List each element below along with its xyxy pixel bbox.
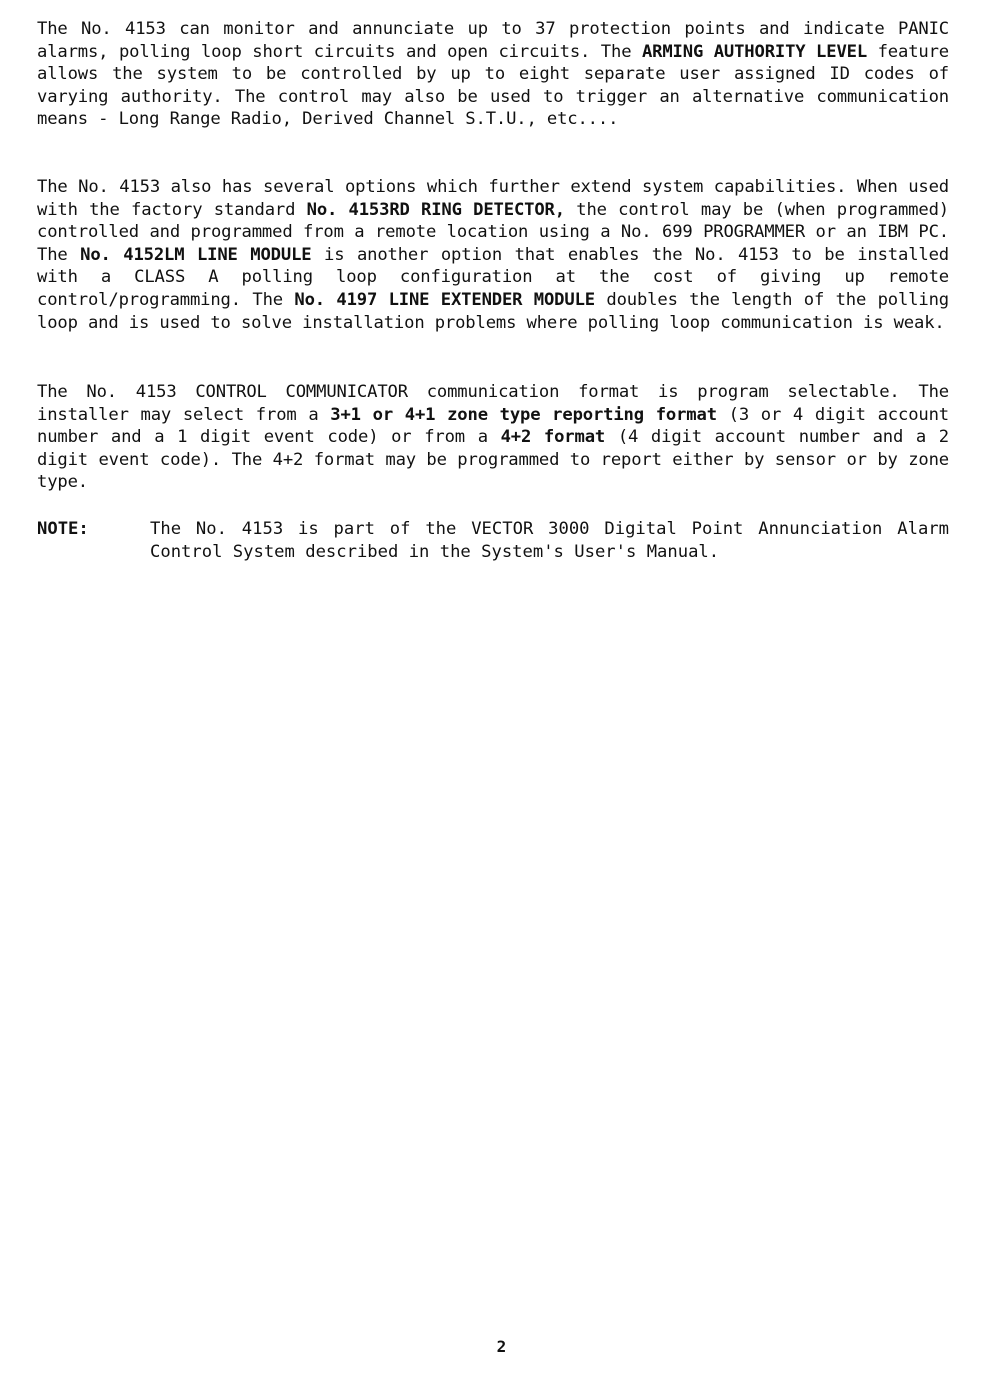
text-segment: (4 digit account number and a 2 digit event code). The 4+2 format may be programmed to report either by sensor or by zone type.: [37, 427, 950, 493]
bold-term-line-module: No. 4152LM LINE MODULE: [80, 244, 312, 265]
note-label: NOTE:: [37, 519, 89, 539]
bold-term-4-2-format: 4+2 format: [500, 427, 606, 448]
paragraph-overview: [37, 18, 949, 131]
text-segment: is another option that enables the No. 4153 to be installed with a CLASS A polling loop configuration at the cost of giving up remote control/programming. The: [37, 244, 949, 310]
note-text: The No. 4153 is part of the VECTOR 3000 Digital Point Annunciation Alarm Control System described in the System's User's Manual.: [150, 519, 949, 562]
page-number: 2: [496, 1337, 507, 1356]
text-segment: The No. 4153 CONTROL COMMUNICATOR communication format is program selectable. The installer may select from a: [37, 382, 949, 425]
paragraph-communication-format: [37, 381, 949, 494]
text-segment: The No. 4153 can monitor and annunciate up to 37 protection points and indicate PANIC alarms, polling loop short circuits and open circuits. The: [37, 19, 949, 62]
bold-term-line-extender-module: No. 4197 LINE EXTENDER MODULE: [294, 289, 595, 310]
bold-term-reporting-format: 3+1 or 4+1 zone type reporting format: [330, 404, 717, 425]
text-segment: The No. 4153 also has several options which further extend system capabilities. When used with the factory standard: [37, 177, 949, 220]
bold-term-arming-authority-level: ARMING AUTHORITY LEVEL: [641, 41, 868, 62]
paragraph-options: [37, 176, 949, 334]
text-segment: (3 or 4 digit account number and a 1 digit event code) or from a: [37, 404, 949, 448]
text-segment: feature allows the system to be controlled by up to eight separate user assigned ID codes of varying authority. The control may also be used to trigger an alternative communication means - Long Range Radio, Derived Channel S.T.U., etc....: [37, 41, 949, 130]
text-segment: the control may be (when programmed) controlled and programmed from a remote location using a No. 699 PROGRAMMER or an IBM PC. The: [37, 199, 949, 265]
text-segment: doubles the length of the polling loop and is used to solve installation problems where polling loop communication is weak.: [37, 289, 949, 333]
bold-term-ring-detector: No. 4153RD RING DETECTOR,: [306, 199, 565, 220]
